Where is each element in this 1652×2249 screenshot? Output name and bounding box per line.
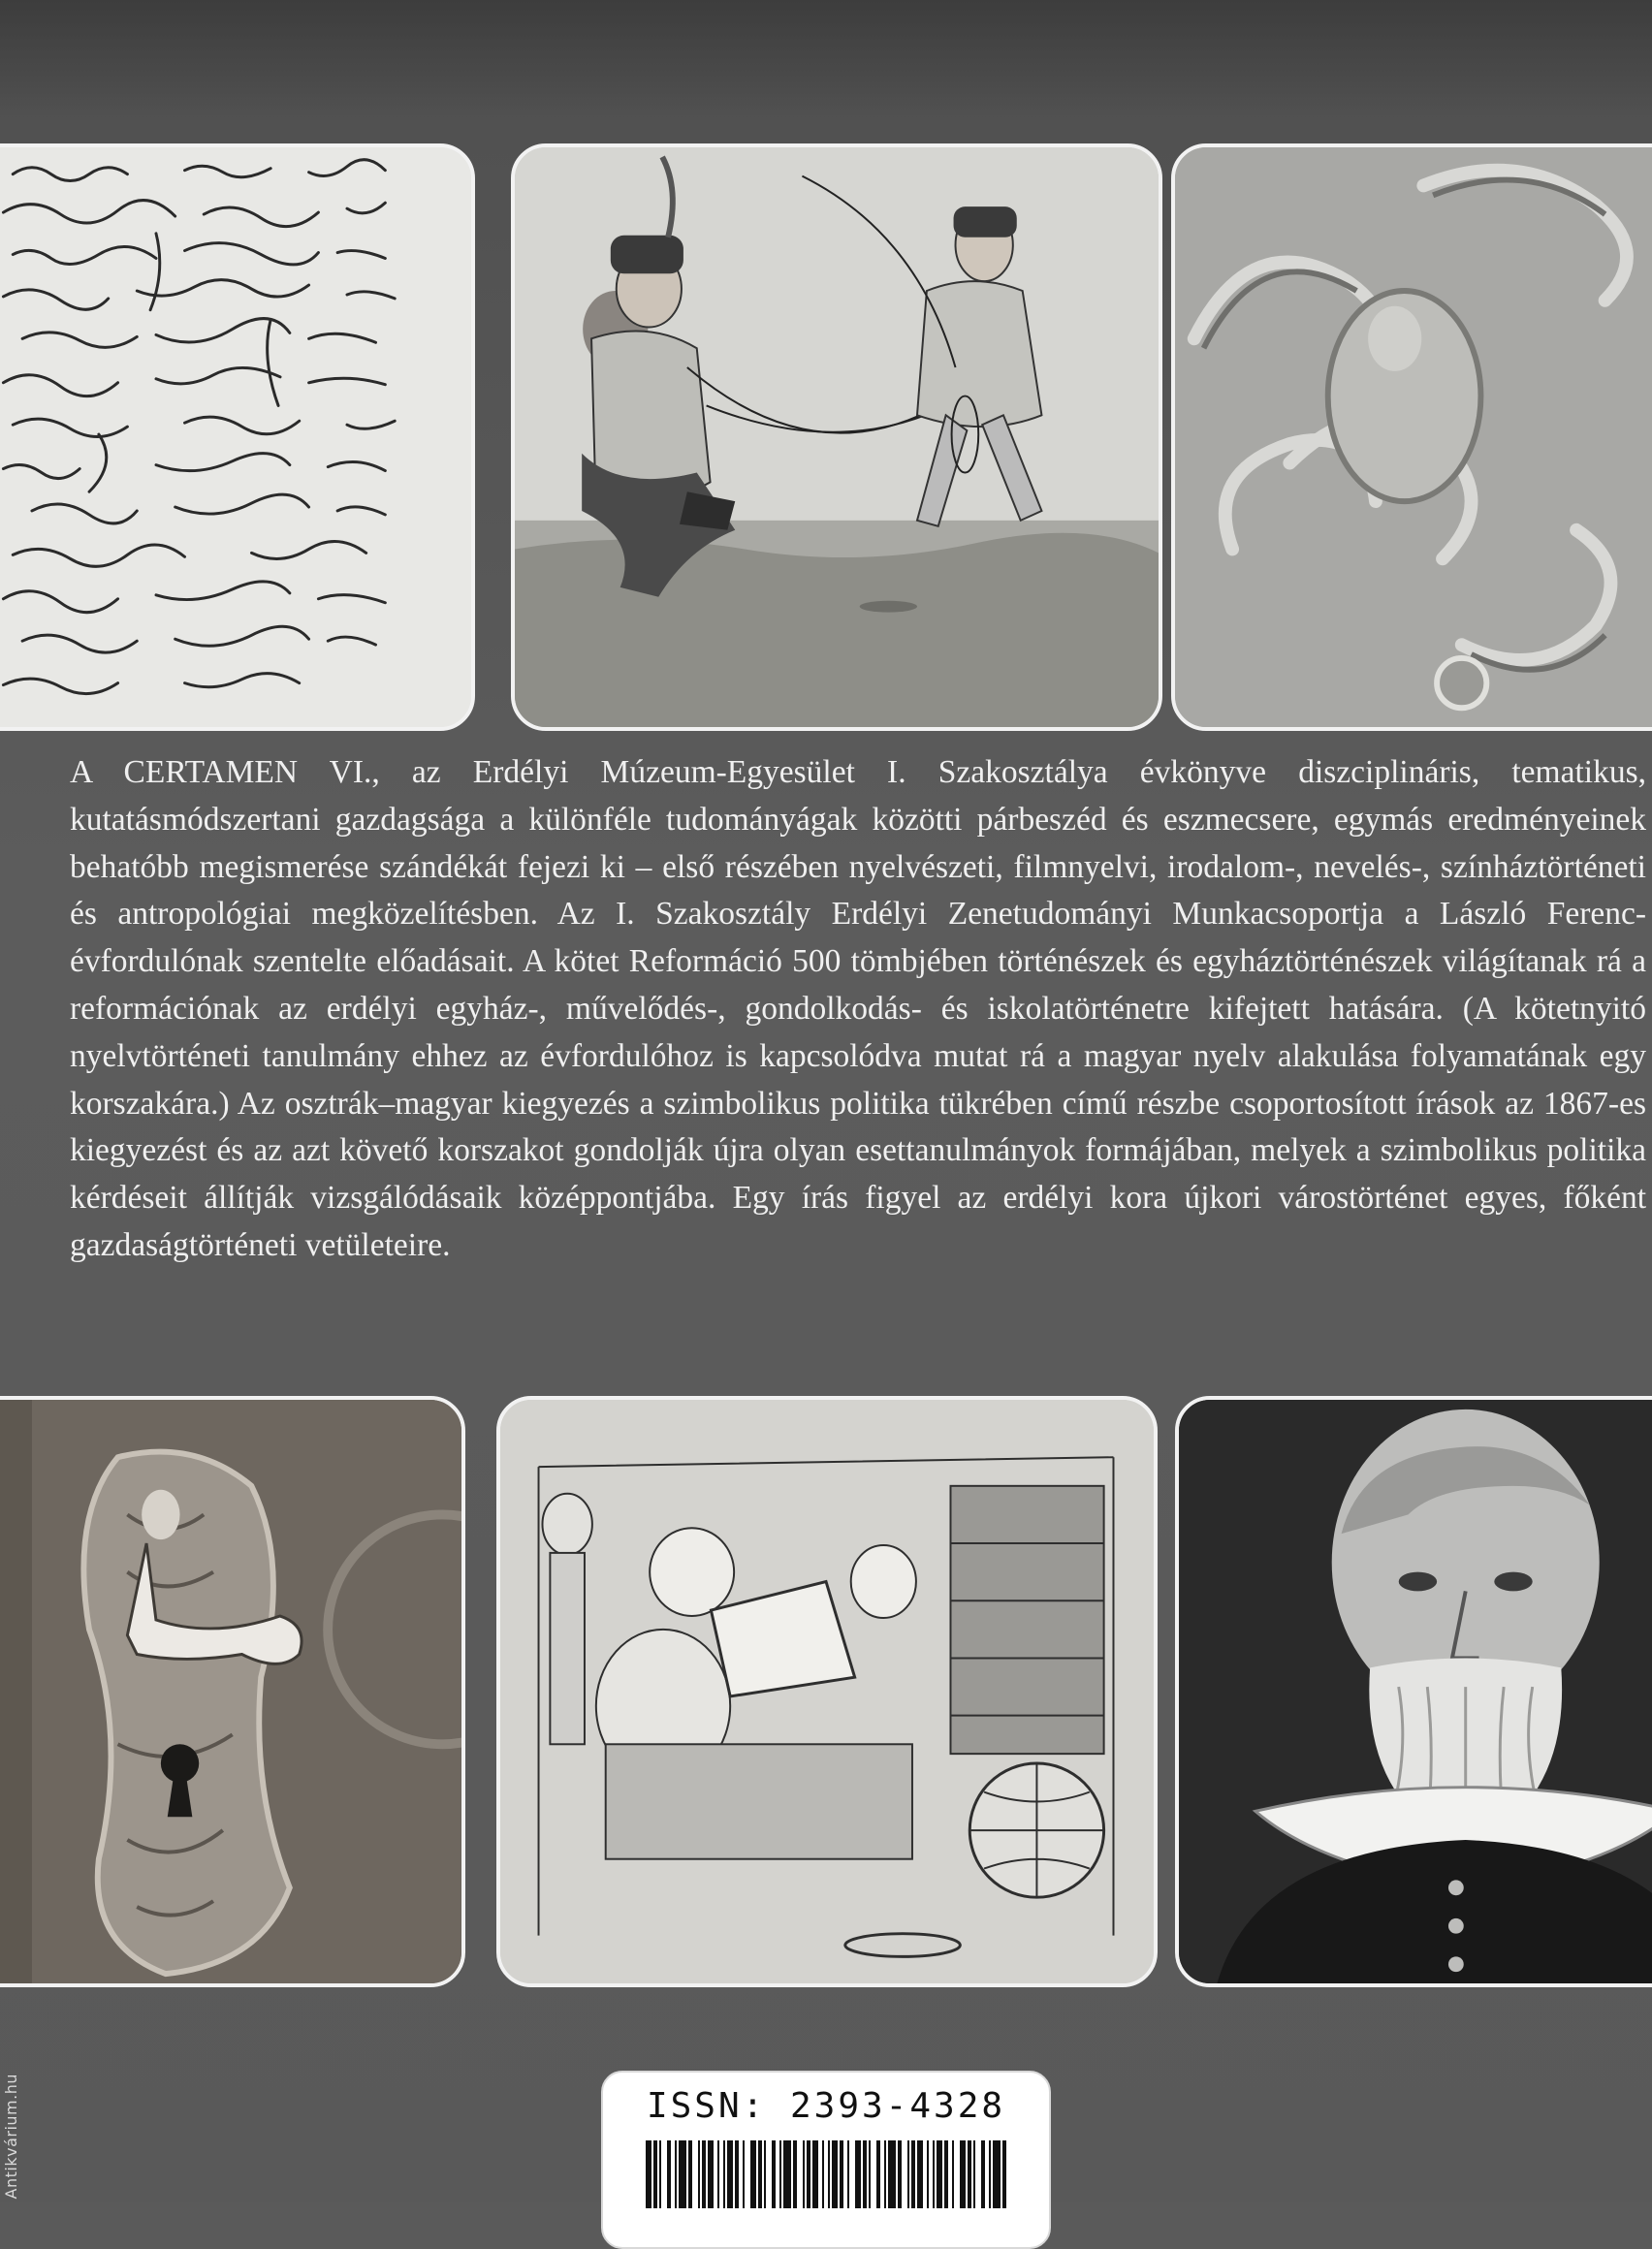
barcode-bar <box>840 2140 843 2208</box>
barcode-bar <box>832 2140 838 2208</box>
barcode-bar <box>708 2140 714 2208</box>
barcode-bar <box>876 2140 880 2208</box>
stone-relief-carving <box>1175 147 1652 727</box>
manuscript-illustration <box>0 147 471 727</box>
barcode-bar <box>764 2140 766 2208</box>
barcode-bar <box>803 2140 805 2208</box>
barcode-bar <box>812 2140 818 2208</box>
barcode-bar <box>944 2140 948 2208</box>
barcode-bar <box>675 2140 677 2208</box>
barcode-bar <box>679 2140 686 2208</box>
barcode-bar <box>743 2140 745 2208</box>
library-woodcut-illustration <box>496 1396 1158 1987</box>
barcode-bar <box>993 2140 1001 2208</box>
barcode-bar <box>688 2140 692 2208</box>
barcode-bar <box>702 2140 706 2208</box>
barcode-bar <box>659 2140 661 2208</box>
barcode-bar <box>888 2140 896 2208</box>
barcode-bar <box>727 2140 733 2208</box>
top-shadow <box>0 0 1652 116</box>
barcode-bar <box>772 2140 776 2208</box>
barcode-bar <box>952 2140 954 2208</box>
issn-barcode-box <box>601 2071 1051 2249</box>
barcode-bar <box>723 2140 725 2208</box>
cherubs-reading-woodcut <box>500 1400 1154 1983</box>
barcode-bar <box>968 2140 971 2208</box>
barcode-bar <box>863 2140 867 2208</box>
barcode-bar <box>750 2140 756 2208</box>
issn-label: ISSN: 2393-4328 <box>646 2086 1006 2126</box>
barcode-bar <box>937 2140 942 2208</box>
barcode-bar <box>783 2140 791 2208</box>
description-paragraph: A CERTAMEN VI., az Erdélyi Múzeum-Egyesület I. Szakosztálya évkönyve diszciplináris, tematikus, kutatásmódszertani gazdagsága a különféle tudományágak közötti párbeszéd és eszmecsere, egymás eredményeinek behatóbb megismerése szándékát fejezi ki – első részében nyelvészeti, filmnyelvi, irodalom-, nevelés-, színháztörténeti és antropológiai megközelítésben. Az I. Szakosztály Erdélyi Zenetudományi Munkacsoportja a László Ferenc-évfordulónak szentelte előadásait. A kötet Reformáció 500 tömbjében történészek és egyháztörténészek világítanak rá a reformációnak az erdélyi egyház-, művelődés-, gondolkodás- és iskolatörténetre kifejtett hatására. (A kötetnyitó nyelvtörténeti tanulmány ehhez az évfordulóhoz is kapcsolódva mutat rá a magyar nyelv alakulása folyamatának egy korszakára.) Az osztrák–magyar kiegyezés a szimbolikus politika tükrében című részbe csoportosított írások az 1867-es kiegyezést és az azt követő korszakot gondolják újra olyan esettanulmányok formájában, melyek a szimbolikus politika kérdéseit állítják vizsgálódásaik középpontjába. Egy írás figyel az erdélyi kora újkori várostörténet egyes, főként gazdaságtörténeti vetületeire. <box>70 754 1646 1263</box>
barcode-bar <box>822 2140 824 2208</box>
door-handle-photo <box>0 1396 465 1987</box>
barcode-bar <box>735 2140 739 2208</box>
portrait-engraving <box>1175 1396 1652 1987</box>
barcode-bar <box>758 2140 762 2208</box>
barcode-bar <box>884 2140 886 2208</box>
barcode-bar <box>869 2140 871 2208</box>
children-playing-illustration <box>511 143 1162 731</box>
barcode-bar <box>981 2140 985 2208</box>
barcode-bar <box>907 2140 909 2208</box>
barcode-bar <box>1002 2140 1006 2208</box>
barcode-bar <box>779 2140 781 2208</box>
barcode-bar <box>911 2140 915 2208</box>
barcode-bar <box>653 2140 657 2208</box>
barcode-bar <box>698 2140 700 2208</box>
children-playing-drawing <box>515 147 1159 727</box>
watermark: Antikvárium.hu <box>2 2073 20 2199</box>
stone-relief-photo <box>1171 143 1652 731</box>
manuscript-photo <box>0 143 475 731</box>
barcode-bar <box>960 2140 966 2208</box>
barcode-bar <box>898 2140 902 2208</box>
barcode-bar <box>927 2140 929 2208</box>
barcode-bar <box>828 2140 830 2208</box>
barcode-bar <box>717 2140 719 2208</box>
barcode-bar <box>933 2140 935 2208</box>
barcode-bar <box>917 2140 923 2208</box>
barcode <box>646 2140 1006 2208</box>
barcode-bar <box>973 2140 975 2208</box>
barcode-bar <box>989 2140 991 2208</box>
bearded-man-portrait <box>1179 1400 1652 1983</box>
barcode-bar <box>793 2140 797 2208</box>
barcode-bar <box>847 2140 849 2208</box>
barcode-bar <box>667 2140 671 2208</box>
barcode-bar <box>646 2140 651 2208</box>
ornate-door-handle <box>0 1400 461 1983</box>
barcode-bar <box>855 2140 861 2208</box>
barcode-bar <box>807 2140 810 2208</box>
